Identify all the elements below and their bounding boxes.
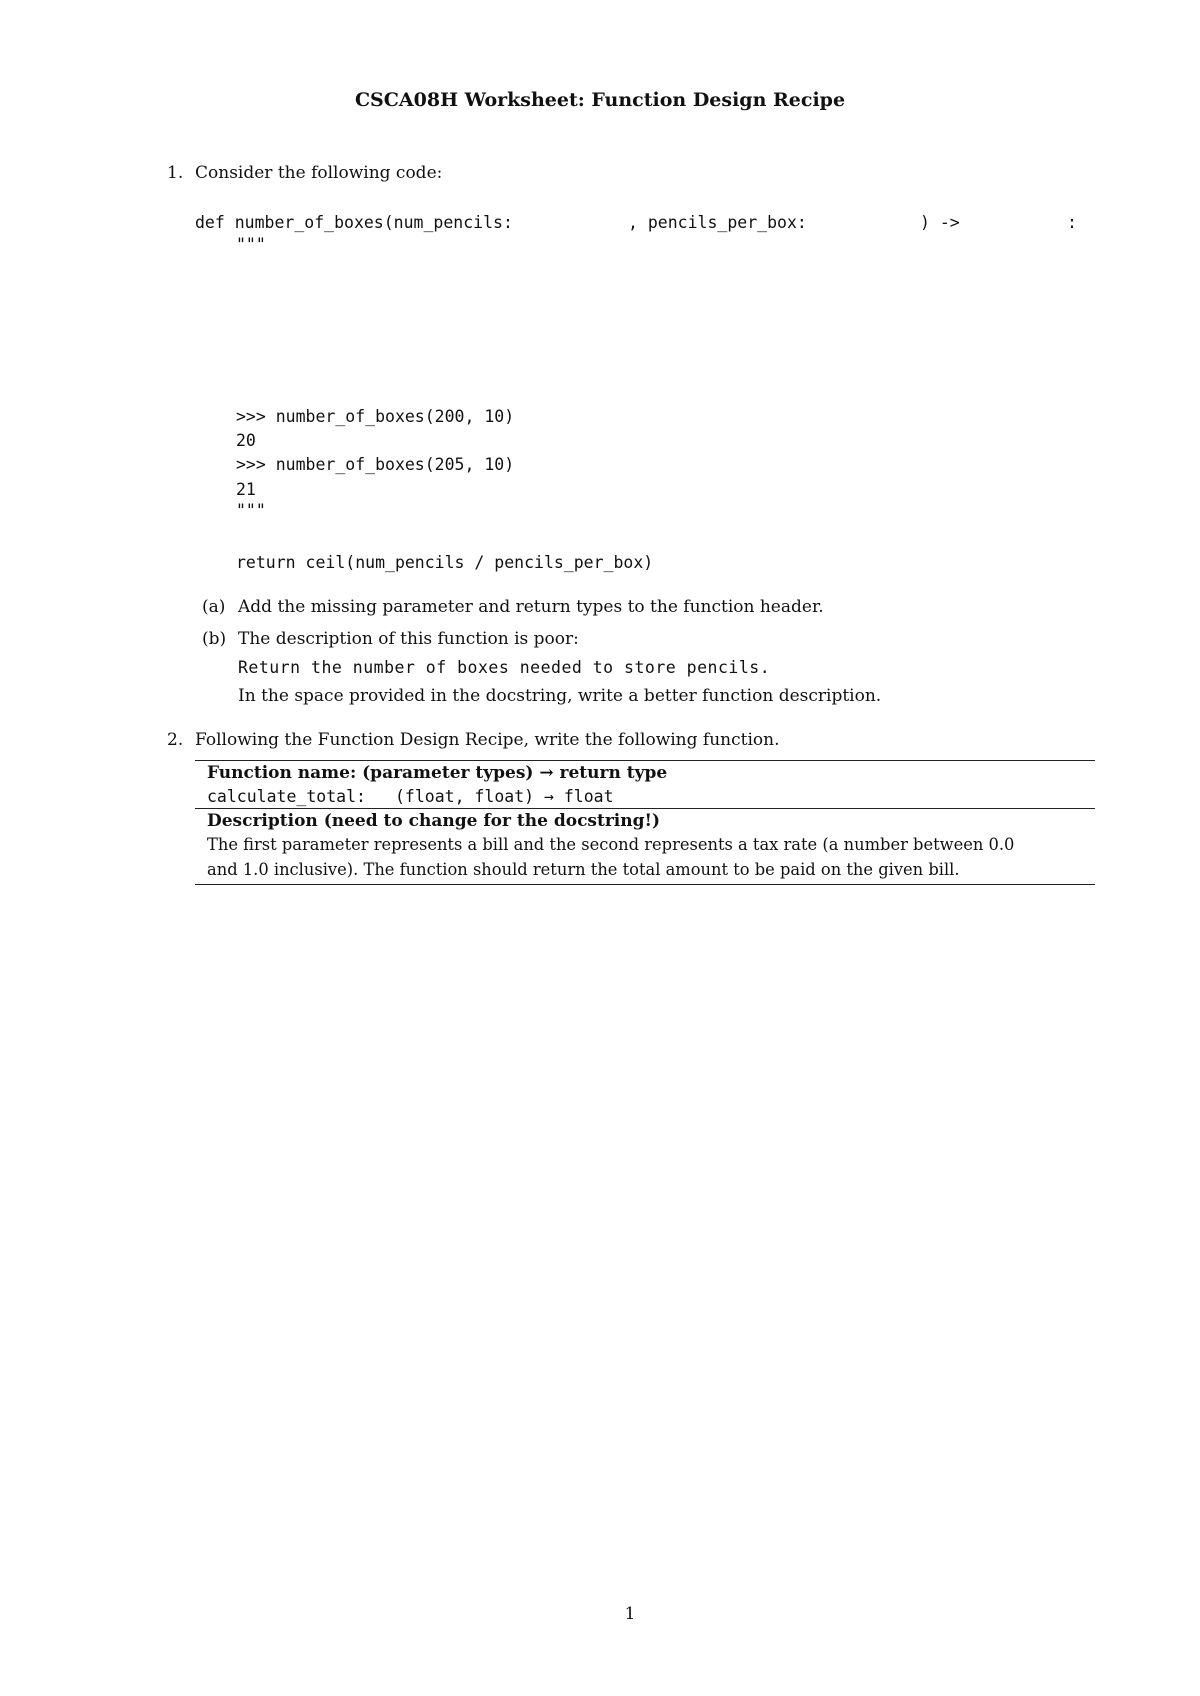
table-header-description: Description (need to change for the docstring!): [207, 811, 661, 831]
code-example1-result: 20: [236, 431, 256, 450]
table-description-line1: The first parameter represents a bill and the second represents a tax rate (a number between 0.0: [207, 835, 1015, 854]
table-signature-name: calculate_total:: [207, 787, 366, 806]
question-1-intro: Consider the following code:: [195, 163, 443, 183]
table-header-signature: Function name: (parameter types) → return type: [207, 763, 668, 783]
code-def-arrow: ) ->: [920, 213, 960, 232]
part-a-text: Add the missing parameter and return types to the function header.: [238, 597, 824, 617]
table-description-line2: and 1.0 inclusive). The function should return the total amount to be paid on the given bill.: [207, 860, 960, 879]
page-title: CSCA08H Worksheet: Function Design Recipe: [354, 89, 846, 111]
code-docstring-open: """: [236, 235, 266, 254]
table-top-rule: [195, 760, 1095, 761]
code-def-colon: :: [1067, 213, 1077, 232]
code-def-mid: , pencils_per_box:: [628, 213, 807, 232]
question-2-number: 2.: [167, 730, 184, 750]
question-2-intro: Following the Function Design Recipe, write the following function.: [195, 730, 780, 750]
question-1-number: 1.: [167, 163, 184, 183]
code-example2-result: 21: [236, 480, 256, 499]
code-example2-call: >>> number_of_boxes(205, 10): [236, 455, 515, 474]
part-b-instruction: In the space provided in the docstring, write a better function description.: [238, 686, 882, 706]
table-signature-types: (float, float) → float: [395, 787, 614, 806]
page-number: 1: [624, 1604, 636, 1624]
part-b-poor-description: Return the number of boxes needed to store pencils.: [238, 658, 771, 677]
part-b-text: The description of this function is poor:: [238, 629, 579, 649]
table-bottom-rule: [195, 884, 1095, 885]
table-mid-rule: [195, 808, 1095, 809]
code-example1-call: >>> number_of_boxes(200, 10): [236, 407, 515, 426]
part-a-label: (a): [202, 597, 226, 617]
code-docstring-close: """: [236, 501, 266, 520]
code-def-prefix: def number_of_boxes(num_pencils:: [195, 213, 513, 232]
code-return-line: return ceil(num_pencils / pencils_per_box): [236, 553, 654, 572]
part-b-label: (b): [202, 629, 227, 649]
